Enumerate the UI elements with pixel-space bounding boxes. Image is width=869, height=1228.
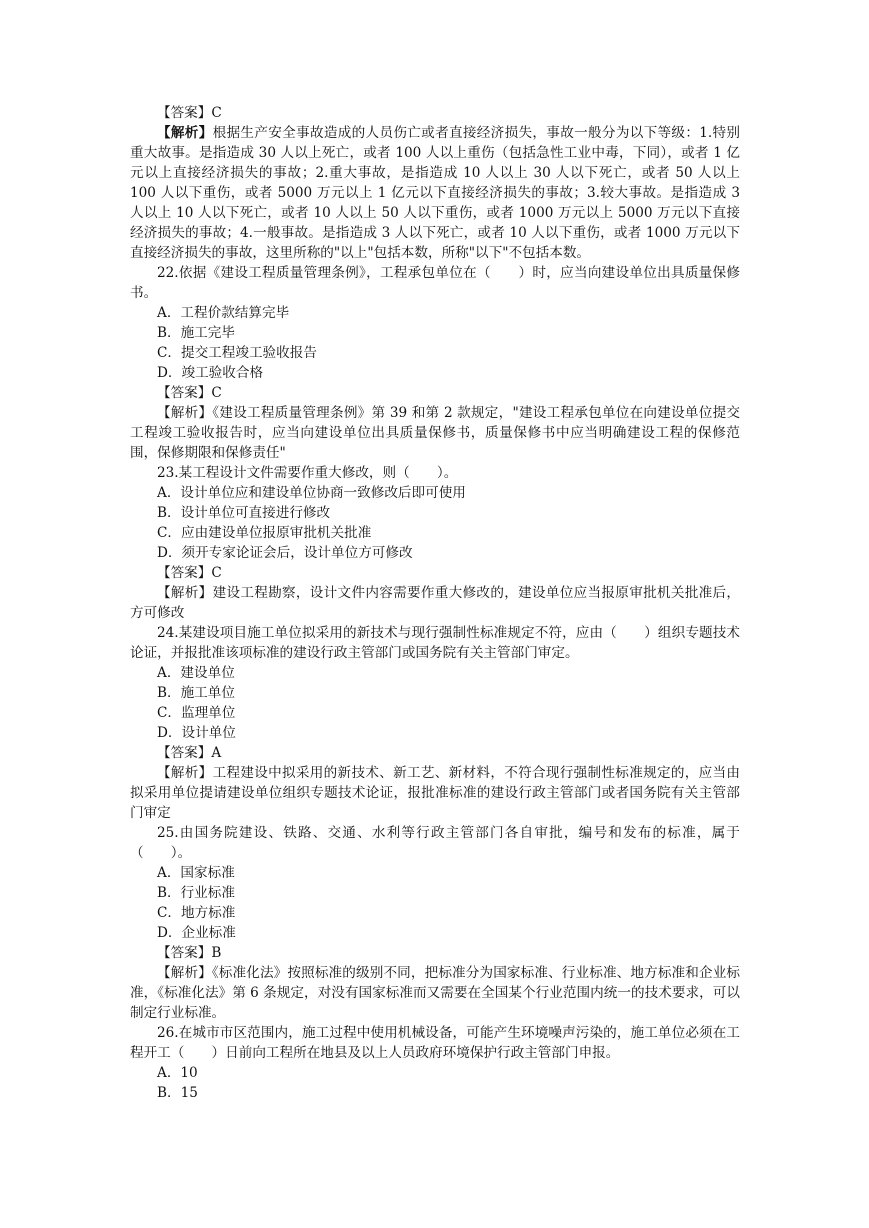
- q26-stem: 26.在城市市区范围内，施工过程中使用机械设备，可能产生环境噪声污染的，施工单位必须在工程开工（ ）日前向工程所在地县及以上人员政府环境保护行政主管部门申报。: [130, 1025, 740, 1061]
- q25-option-b: B．行业标准: [157, 885, 235, 901]
- q25-option-d: D．企业标准: [157, 925, 236, 941]
- document-page: [130, 103, 740, 1103]
- analysis-tag: 【解析】: [157, 965, 212, 981]
- q24-stem: 24.某建设项目施工单位拟采用的新技术与现行强制性标准规定不符，应由（ ）组织专题技术论证，并报批准该项标准的建设行政主管部门或国务院有关主管部门审定。: [130, 625, 740, 661]
- q26-option-a: A．10: [157, 1065, 198, 1081]
- q24-option-a: A．建设单位: [157, 665, 235, 681]
- analysis-tag: 【解析】: [157, 125, 213, 141]
- q24-analysis: [130, 763, 740, 823]
- q22-option-b: B．施工完毕: [157, 325, 235, 341]
- analysis-tag: 【解析】: [157, 585, 213, 601]
- q26-option-b: B．15: [157, 1085, 198, 1101]
- q24-answer: 【答案】A: [157, 745, 222, 761]
- q23-stem: 23.某工程设计文件需要作重大修改，则（ ）。: [157, 465, 458, 481]
- q25-option-a: A．国家标准: [157, 865, 235, 881]
- q22-answer: 【答案】C: [157, 385, 222, 401]
- q22-analysis: [130, 403, 740, 463]
- analysis-tag: 【解析】: [157, 405, 213, 421]
- q22-option-d: D．竣工验收合格: [157, 365, 264, 381]
- q25-answer: 【答案】B: [157, 945, 222, 961]
- analysis-text: 建设工程勘察，设计文件内容需要作重大修改的，建设单位应当报原审批机关批准后，方可修改: [130, 585, 741, 621]
- q21-analysis: [130, 123, 740, 263]
- q24-option-b: B．施工单位: [157, 685, 235, 701]
- q25-analysis: [130, 963, 740, 1023]
- q22-option-c: C．提交工程竣工验收报告: [157, 345, 317, 361]
- q25-option-c: C．地方标准: [157, 905, 236, 921]
- q23-answer: 【答案】C: [157, 565, 222, 581]
- analysis-text: 工程建设中拟采用的新技术、新工艺、新材料，不符合现行强制性标准规定的，应当由拟采用单位提请建设单位组织专题技术论证，报批准标准的建设行政主管部门或者国务院有关主管部门审定: [130, 765, 741, 821]
- q25-stem: 25.由国务院建设、铁路、交通、水利等行政主管部门各自审批，编号和发布的标准，属于（ ）。: [130, 825, 740, 861]
- analysis-text: 《标准化法》按照标准的级别不同，把标准分为国家标准、行业标准、地方标准和企业标准，《标准化法》第 6 条规定，对没有国家标准而又需要在全国某个行业范围内统一的技术要求，可以制定行业标准。: [130, 965, 741, 1021]
- analysis-tag: 【解析】: [157, 765, 213, 781]
- q22-stem: 22.依据《建设工程质量管理条例》，工程承包单位在（ ）时，应当向建设单位出具质量保修书。: [130, 265, 740, 301]
- q23-option-b: B．设计单位可直接进行修改: [157, 505, 331, 521]
- analysis-text: 《建设工程质量管理条例》第 39 和第 2 款规定，"建设工程承包单位在向建设单位提交工程竣工验收报告时，应当向建设单位出具质量保修书，质量保修书中应当明确建设工程的保修范围，保修期限和保修责任": [130, 405, 741, 461]
- q23-analysis: [130, 583, 740, 623]
- q24-option-c: C．监理单位: [157, 705, 236, 721]
- q21-answer: 【答案】C: [157, 105, 222, 121]
- q22-option-a: A．工程价款结算完毕: [157, 305, 290, 321]
- q23-option-d: D．须开专家论证会后，设计单位方可修改: [157, 545, 413, 561]
- analysis-text: 根据生产安全事故造成的人员伤亡或者直接经济损失，事故一般分为以下等级：1.特别重大故事。是指造成 30 人以上死亡，或者 100 人以上重伤（包括急性工业中毒，下同），或者 1 亿元以上直接经济损失的事故；2.重大事故，是指造成 10 人以上 30 人以下死亡，或者 50 人以上 100 人以下重伤，或者 5000 万元以上 1 亿元以下直接经济损失的事故；3.较大事故。是指造成 3 人以上 10 人以下死亡，或者 10 人以上 50 人以下重伤，或者 1000 万元以上 5000 万元以下直接经济损失的事故；4.一般事故。是指造成 3 人以下死亡，或者 10 人以下重伤，或者 1000 万元以下直接经济损失的事故，这里所称的"以上"包括本数，所称"以下"不包括本数。: [130, 125, 741, 261]
- q23-option-a: A．设计单位应和建设单位协商一致修改后即可使用: [157, 485, 466, 501]
- q24-option-d: D．设计单位: [157, 725, 236, 741]
- q23-option-c: C．应由建设单位报原审批机关批准: [157, 525, 372, 541]
